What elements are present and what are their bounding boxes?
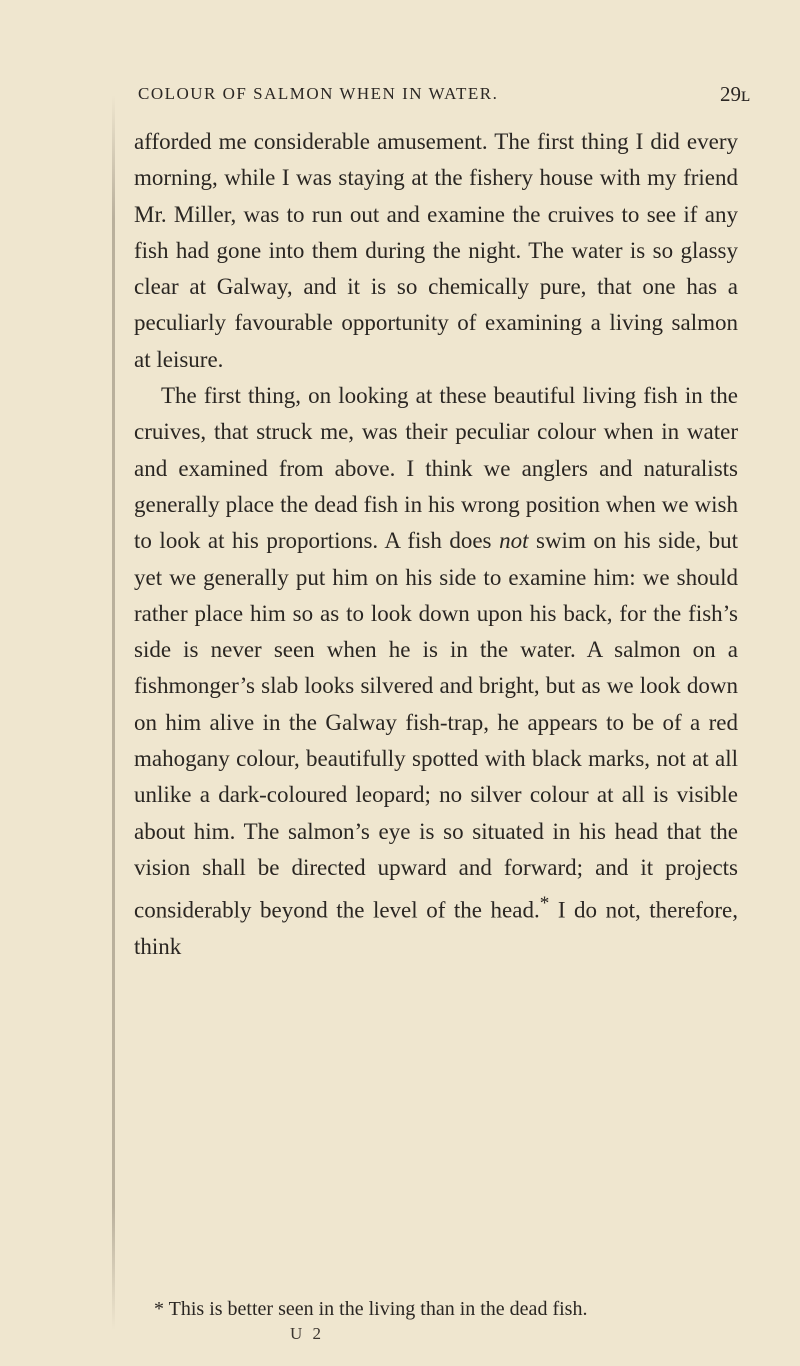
page-edge-shadow: [112, 95, 115, 1330]
running-title: COLOUR OF SALMON WHEN IN WATER.: [138, 84, 499, 103]
paragraph-1: afforded me considerable amusement. The first thing I did every morning, while I was staying at the fishery house with my friend Mr. Miller, was to run out and examine the cruives to see if any fish had gone into them during the night. The water is so glassy clear at Galway, and it is so chemically pure, that one has a peculiarly favourable opportunity of examining a living salmon at leisure.: [134, 129, 738, 372]
page-number: 29ʟ: [719, 82, 750, 106]
page-header: [130, 84, 750, 114]
paragraph-2-text-b: swim on his side, but yet we generally put him on his side to examine him: we should rather place him so as to look down upon his back, for the fish’s side is never seen when he is in the water. A salmon on a fishmonger’s slab looks silvered and bright, but as we look down on him alive in the Galway fish-trap, he appears to be of a red mahogany colour, beautifully spotted with black marks, not at all unlike a dark-coloured leopard; no silver colour at all is visible about him. The salmon’s eye is so situated in his head that the vision shall be directed upward and forward; and it projects considerably beyond the level of the head.: [134, 528, 739, 923]
paragraph-2-text-c: I do not, therefore, think: [134, 897, 738, 960]
signature-mark: U 2: [290, 1324, 325, 1343]
emphasis-not: not: [499, 528, 529, 554]
footnote-reference: *: [539, 893, 550, 915]
paragraph-2-text-a: The first thing, on looking at these beautiful living fish in the cruives, that struck me, was their peculiar colour when in water and examined from above. I think we anglers and naturalists generally place the dead fish in his wrong position when we wish to look at his proportions. A fish does: [134, 383, 738, 554]
body-text: [134, 124, 738, 965]
paragraph-2: [134, 378, 738, 965]
footnote: * This is better seen in the living than in the dead fish.: [154, 1298, 588, 1320]
